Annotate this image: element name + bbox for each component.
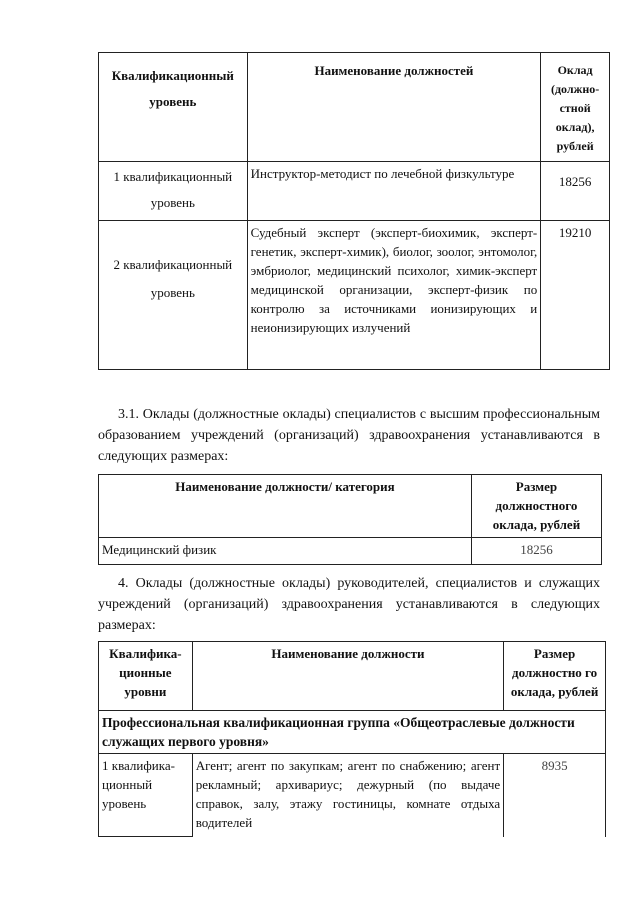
header-qual-levels-text: Квалифика-ционные уровни: [109, 646, 182, 699]
row2-position-text: Судебный эксперт (эксперт-биохимик, эксперт-генетик, эксперт-химик), биолог, зоолог, энтомолог, эмбриолог, медицинский психолог, химик-эксперт медицинской организации, эксперт-физик по контролю за источниками ионизирующих и неионизирующих излучений: [250, 225, 538, 335]
row2-level-text: 2 квалификационный уровень: [113, 257, 233, 300]
row-salary-text: 8935: [541, 758, 568, 773]
row-position: [99, 538, 472, 565]
row-position-text: Медицинский физик: [102, 542, 217, 557]
group-title: Профессиональная квалификационная группа «Общеотраслевые должности служащих первого уровня»: [102, 715, 575, 749]
group-cell: [99, 711, 606, 754]
table-header-row: [99, 53, 610, 162]
table-header-row: [99, 642, 606, 711]
header-position-category-text: Наименование должности/ категория: [175, 479, 395, 494]
managers-salary-table: [98, 641, 606, 837]
row2-salary-text: 19210: [558, 225, 592, 240]
qualification-table-1: [98, 52, 610, 370]
row2-position: [247, 221, 541, 370]
header-level-text: Квалификационный уровень: [111, 68, 234, 109]
header-cell-position-name: [192, 642, 503, 711]
header-cell-qual-levels: [99, 642, 193, 711]
header-position-text: Наименование должностей: [314, 63, 474, 78]
header-cell-salary-amount: [504, 642, 606, 711]
row-level: [99, 754, 193, 837]
group-row: [99, 711, 606, 754]
header-cell-salary: [541, 53, 610, 162]
table-header-row: [99, 475, 602, 538]
row1-level-text: 1 квалификационный уровень: [113, 169, 233, 210]
paragraph-4: 4. Оклады (должностные оклады) руководителей, специалистов и служащих учреждений (организаций) здравоохранения устанавливаются в следующих размерах:: [98, 576, 600, 633]
row-level-text: 1 квалифика-ционный уровень: [102, 758, 175, 811]
header-salary-text: Оклад (должно-стной оклад), рублей: [550, 63, 600, 153]
header-position-name-text: Наименование должности: [271, 646, 425, 661]
row1-level: [99, 162, 248, 221]
row1-salary-text: 18256: [558, 174, 592, 189]
row1-salary: [541, 162, 610, 221]
row2-level: [99, 221, 248, 370]
row-salary: [504, 754, 606, 837]
table-row: [99, 538, 602, 565]
row1-position: [247, 162, 541, 221]
header-salary-size-text: Размер должностного оклада, рублей: [492, 479, 581, 532]
header-cell-salary-size: [471, 475, 601, 538]
header-cell-level: [99, 53, 248, 162]
paragraph-3-1: 3.1. Оклады (должностные оклады) специалистов с высшим профессиональным образованием учреждений (организаций) здравоохранения устанавливаются в следующих размерах:: [98, 407, 600, 464]
table-row: [99, 162, 610, 221]
row-position-text: Агент; агент по закупкам; агент по снабжению; агент рекламный; архивариус; дежурный (по выдаче справок, залу, этажу гостиницы, комнате отдыха водителей: [195, 758, 501, 830]
header-salary-amount-text: Размер должностно го оклада, рублей: [510, 646, 599, 699]
row-salary: [471, 538, 601, 565]
header-cell-position: [247, 53, 541, 162]
row-position: [192, 754, 503, 837]
header-cell-position-category: [99, 475, 472, 538]
row2-salary: [541, 221, 610, 370]
specialist-salary-table: [98, 474, 602, 565]
row1-position-text: Инструктор-методист по лечебной физкультуре: [250, 166, 515, 181]
table-row: [99, 754, 606, 837]
table-row: [99, 221, 610, 370]
row-salary-text: 18256: [520, 542, 553, 557]
